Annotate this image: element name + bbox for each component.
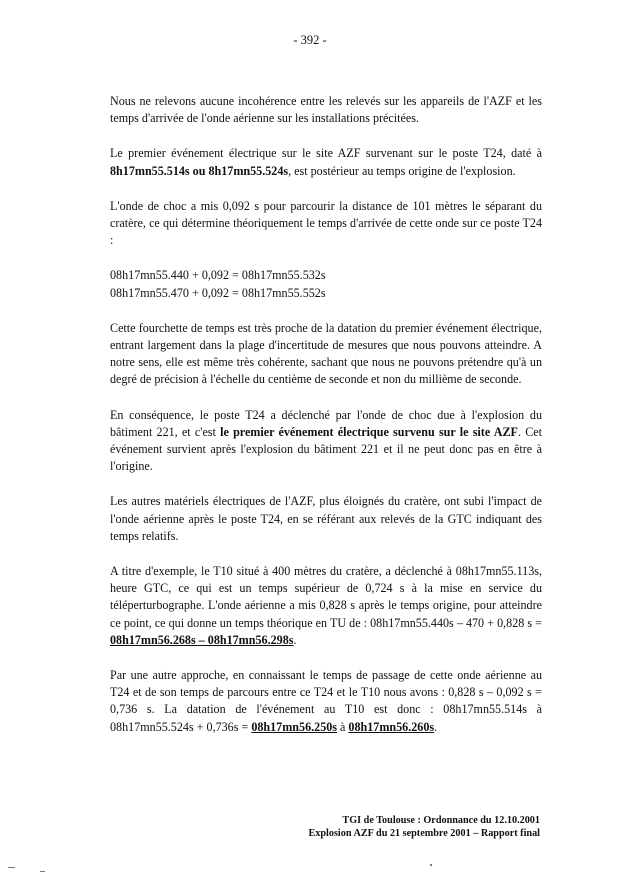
paragraph-other-equipment: Les autres matériels électriques de l'AZF, plus éloignés du cratère, ont subi l'impact de l'onde aérienne après le poste T24, en se référant aux relevés de la GTC indiquant des temps relatifs. xyxy=(110,494,542,543)
scan-speck xyxy=(430,864,432,866)
text-run: Le premier événement électrique sur le site AZF survenant sur le poste T24, daté à xyxy=(110,146,542,161)
document-body xyxy=(110,93,542,736)
paragraph-shock-wave: L'onde de choc a mis 0,092 s pour parcourir la distance de 101 mètres le séparant du cratère, ce qui détermine théoriquement le temps d'arrivée de cette onde sur ce poste T24 : xyxy=(110,198,542,248)
scan-speck xyxy=(40,871,45,872)
paragraph-first-event xyxy=(110,145,542,179)
paragraph-other-approach xyxy=(110,667,542,736)
text-run: . xyxy=(293,632,297,647)
t10-time-range-underlined: 08h17mn56.268s – 08h17mn56.298s xyxy=(110,632,294,647)
text-run: En conséquence, le poste T24 a déclenché par l'onde de choc due à l'explosion du bâtiment 221, et c'est xyxy=(110,407,542,439)
paragraph-t10-example xyxy=(110,563,542,649)
text-run: A titre d'exemple, le T10 situé à 400 mètres du cratère, a déclenché à 08h17mn55.113s, heure GTC, ce qui est un temps supérieur de 0,724 s à la mise en service du téléperturbographe. L'onde aérienne a mis 0,828 s après le temps origine, pour atteindre ce point, ce qui donne un temps théorique en TU de : 08h17mn55.440s – 470 + 0,828 s = xyxy=(110,564,542,630)
t10-time-end-underlined: 08h17mn56.260s xyxy=(348,719,435,734)
calculation-line-1: 08h17mn55.440 + 0,092 = 08h17mn55.532s xyxy=(110,268,326,283)
paragraph-no-incoherence: Nous ne relevons aucune incohérence entre les relevés sur les appareils de l'AZF et les temps d'arrivée de l'onde aérienne sur les installations précitées. xyxy=(110,94,542,126)
text-run: à xyxy=(337,719,349,734)
first-event-bold: le premier événement électrique survenu sur le site AZF xyxy=(220,424,518,439)
text-run: , est postérieur au temps origine de l'explosion. xyxy=(288,163,516,178)
calculation-line-2: 08h17mn55.470 + 0,092 = 08h17mn55.552s xyxy=(110,285,326,300)
text-run: . xyxy=(434,719,438,734)
event-times-bold: 8h17mn55.514s ou 8h17mn55.524s xyxy=(110,163,289,178)
footer-line-court: TGI de Toulouse : Ordonnance du 12.10.2001 xyxy=(342,815,540,826)
text-run: . Cet événement survient après l'explosion du bâtiment 221 et il ne peut donc pas en être à l'origine. xyxy=(110,424,542,474)
scan-speck xyxy=(8,867,15,868)
paragraph-consequence xyxy=(110,407,542,476)
paragraph-time-range: Cette fourchette de temps est très proche de la datation du premier événement électrique, entrant largement dans la plage d'incertitude de mesures que nous pouvons atteindre. A notre sens, elle est même très cohérente, sachant que nous ne pouvons prétendre qu'à un degré de précision à l'échelle du centième de seconde et non du millième de seconde. xyxy=(110,320,542,387)
t10-time-start-underlined: 08h17mn56.250s xyxy=(251,719,337,734)
page-footer xyxy=(308,814,540,840)
footer-line-report: Explosion AZF du 21 septembre 2001 – Rapport final xyxy=(308,828,540,839)
text-run: Par une autre approche, en connaissant le temps de passage de cette onde aérienne au T24 et de son temps de parcours entre ce T24 et le T10 nous avons : 0,828 s – 0,092 s = 0,736 s. La datation de l'événement au T10 est donc : 08h17mn55.514s à 08h17mn55.524s + 0,736s = xyxy=(110,668,542,734)
page-number: - 392 - xyxy=(293,33,327,47)
calculation-block xyxy=(110,267,542,301)
